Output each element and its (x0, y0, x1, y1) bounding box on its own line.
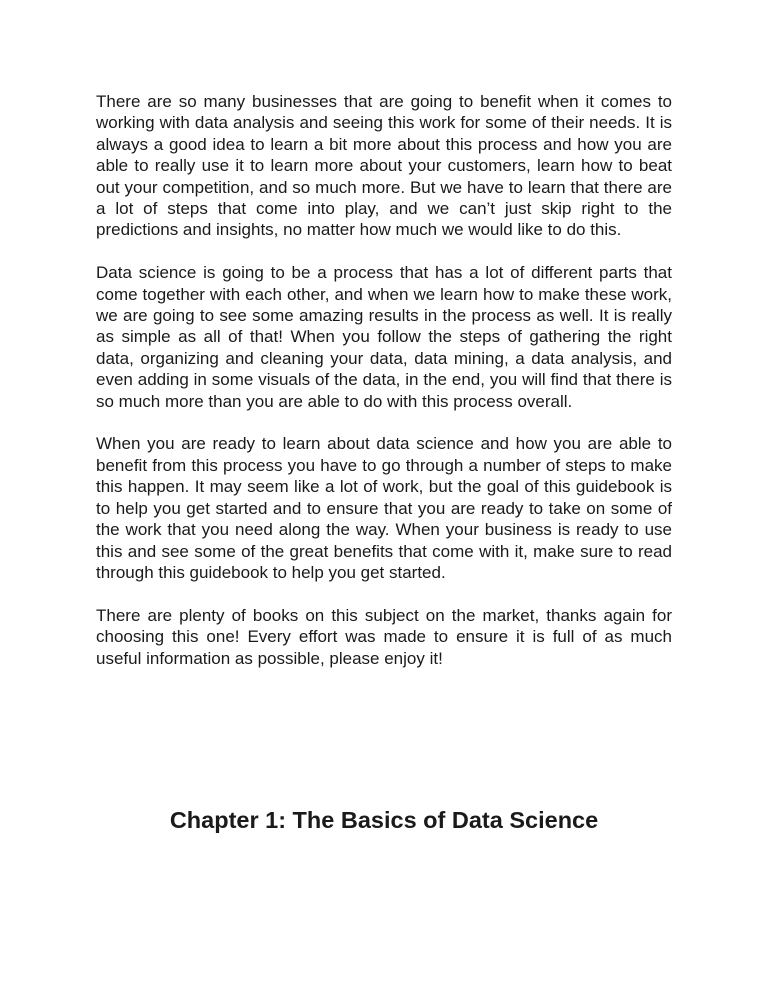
paragraph: When you are ready to learn about data science and how you are able to benefit from this process you have to go through a number of steps to make this happen. It may seem like a lot of work, but the goal of this guidebook is to help you get started and to ensure that you are ready to take on some of the work that you need along the way. When your business is ready to use this and see some of the great benefits that come with it, make sure to read through this guidebook to help you get started. (96, 434, 672, 582)
paragraph: There are so many businesses that are going to benefit when it comes to working with data analysis and seeing this work for some of their needs. It is always a good idea to learn a bit more about this process and how you are able to really use it to learn more about your customers, learn how to beat out your competition, and so much more. But we have to learn that there are a lot of steps that come into play, and we can’t just skip right to the predictions and insights, no matter how much we would like to do this. (96, 92, 672, 240)
paragraph: There are plenty of books on this subject on the market, thanks again for choosing this one! Every effort was made to ensure it is full of as much useful information as possible, please enjoy it! (96, 605, 672, 668)
paragraph: Data science is going to be a process that has a lot of different parts that come together with each other, and when we learn how to make these work, we are going to see some amazing results in the process as well. It is really as simple as all of that! When you follow the steps of gathering the right data, organizing and cleaning your data, data mining, a data analysis, and even adding in some visuals of the data, in the end, you will find that there is so much more than you are able to do with this process overall. (96, 263, 672, 411)
chapter-heading: Chapter 1: The Basics of Data Science (169, 807, 599, 833)
body-text (96, 91, 672, 690)
